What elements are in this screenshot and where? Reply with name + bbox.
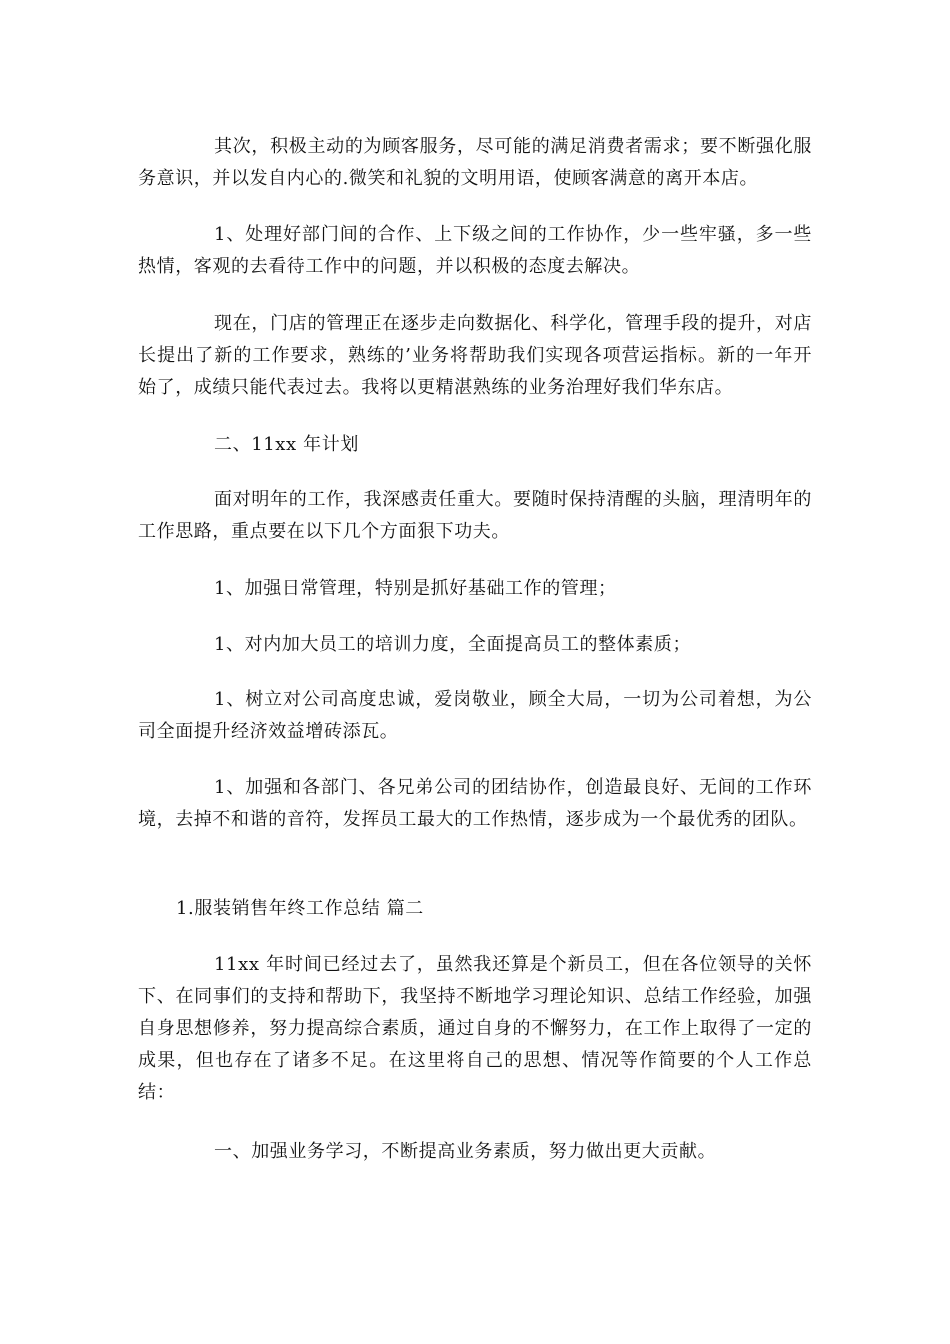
paragraph-customer-service: 其次，积极主动的为顾客服务，尽可能的满足消费者需求；要不断强化服务意识，并以发自内心的.微笑和礼貌的文明用语，使顾客满意的离开本店。 bbox=[138, 136, 812, 189]
section-heading-plan: 二、11xx 年计划 bbox=[214, 434, 359, 455]
list-item-loyalty: 1、树立对公司高度忠诚，爱岗敬业，顾全大局，一切为公司着想，为公司全面提升经济效益增砖添瓦。 bbox=[138, 689, 812, 742]
list-item-staff-training: 1、对内加大员工的培训力度，全面提高员工的整体素质； bbox=[214, 634, 692, 655]
section-heading-study: 一、加强业务学习，不断提高业务素质，努力做出更大贡献。 bbox=[214, 1141, 717, 1162]
paragraph-cooperation: 1、处理好部门间的合作、上下级之间的工作协作，少一些牢骚，多一些热情，客观的去看待工作中的问题，并以积极的态度去解决。 bbox=[138, 224, 812, 277]
list-item-teamwork: 1、加强和各部门、各兄弟公司的团结协作，创造最良好、无间的工作环境，去掉不和谐的音符，发挥员工最大的工作热情，逐步成为一个最优秀的团队。 bbox=[138, 777, 812, 830]
paragraph-next-year: 面对明年的工作，我深感责任重大。要随时保持清醒的头脑，理清明年的工作思路，重点要在以下几个方面狠下功夫。 bbox=[138, 489, 812, 542]
list-item-daily-management: 1、加强日常管理，特别是抓好基础工作的管理； bbox=[214, 578, 617, 599]
paragraph-year-review: 11xx 年时间已经过去了，虽然我还算是个新员工，但在各位领导的关怀下、在同事们的支持和帮助下，我坚持不断地学习理论知识、总结工作经验，加强自身思想修养，努力提高综合素质，通过自身的不懈努力，在工作上取得了一定的成果，但也存在了诸多不足。在这里将自己的思想、情况等作简要的个人工作总结： bbox=[138, 954, 812, 1103]
article-title-part-two: 1.服装销售年终工作总结 篇二 bbox=[176, 898, 424, 919]
paragraph-store-management: 现在，门店的管理正在逐步走向数据化、科学化，管理手段的提升，对店长提出了新的工作要求，熟练的’业务将帮助我们实现各项营运指标。新的一年开始了，成绩只能代表过去。我将以更精湛熟练的业务治理好我们华东店。 bbox=[138, 313, 812, 398]
